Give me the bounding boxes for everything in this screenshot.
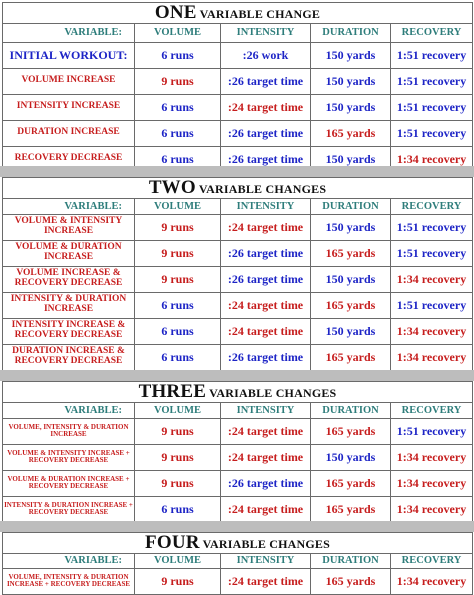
duration-cell: 150 yards — [311, 68, 391, 94]
header-variable: VARIABLE: — [3, 553, 135, 568]
recovery-cell: 1:34 recovery — [391, 568, 473, 594]
column-header-row — [3, 23, 473, 42]
header-volume: VOLUME — [135, 402, 221, 418]
table-row — [3, 68, 473, 94]
header-intensity: INTENSITY — [221, 402, 311, 418]
three-variable-table — [2, 381, 473, 523]
row-label: VOLUME, INTENSITY & DURATION INCREASE — [3, 418, 135, 444]
recovery-cell: 1:34 recovery — [391, 444, 473, 470]
header-variable: VARIABLE: — [3, 198, 135, 214]
header-duration: DURATION — [311, 198, 391, 214]
intensity-cell: :26 target time — [221, 68, 311, 94]
column-header-row — [3, 402, 473, 418]
recovery-cell: 1:51 recovery — [391, 120, 473, 146]
row-label: VOLUME & INTENSITY INCREASE + RECOVERY DECREASE — [3, 444, 135, 470]
header-recovery: RECOVERY — [391, 553, 473, 568]
table-row — [3, 94, 473, 120]
header-duration: DURATION — [311, 23, 391, 42]
volume-cell: 6 runs — [135, 344, 221, 370]
row-label: VOLUME & DURATION INCREASE + RECOVERY DECREASE — [3, 470, 135, 496]
duration-cell: 150 yards — [311, 318, 391, 344]
header-duration: DURATION — [311, 553, 391, 568]
recovery-cell: 1:51 recovery — [391, 94, 473, 120]
section-title-row — [3, 3, 473, 24]
column-header-row — [3, 198, 473, 214]
duration-cell: 165 yards — [311, 496, 391, 522]
duration-cell: 150 yards — [311, 214, 391, 240]
section-title — [3, 178, 473, 199]
table-row — [3, 418, 473, 444]
duration-cell: 165 yards — [311, 418, 391, 444]
recovery-cell: 1:34 recovery — [391, 318, 473, 344]
section-title-row — [3, 178, 473, 199]
volume-cell: 6 runs — [135, 42, 221, 68]
intensity-cell: :26 target time — [221, 470, 311, 496]
row-label: VOLUME & DURATION INCREASE — [3, 240, 135, 266]
header-recovery: RECOVERY — [391, 23, 473, 42]
table-row — [3, 496, 473, 522]
duration-cell: 150 yards — [311, 444, 391, 470]
volume-cell: 9 runs — [135, 568, 221, 594]
section-title-number: ONE — [154, 2, 197, 23]
volume-cell: 9 runs — [135, 470, 221, 496]
volume-cell: 6 runs — [135, 496, 221, 522]
intensity-cell: :24 target time — [221, 318, 311, 344]
intensity-cell: :26 target time — [221, 266, 311, 292]
volume-cell: 9 runs — [135, 214, 221, 240]
section-title-number: TWO — [148, 177, 196, 198]
header-recovery: RECOVERY — [391, 198, 473, 214]
table-row — [3, 568, 473, 594]
table-row — [3, 266, 473, 292]
table-row — [3, 120, 473, 146]
section-title-text: VARIABLE CHANGES — [202, 537, 330, 551]
duration-cell: 165 yards — [311, 240, 391, 266]
table-row — [3, 292, 473, 318]
row-label: VOLUME & INTENSITY INCREASE — [3, 214, 135, 240]
intensity-cell: :26 target time — [221, 120, 311, 146]
table-row — [3, 470, 473, 496]
duration-cell: 150 yards — [311, 94, 391, 120]
recovery-cell: 1:34 recovery — [391, 496, 473, 522]
recovery-cell: 1:34 recovery — [391, 146, 473, 172]
recovery-cell: 1:34 recovery — [391, 344, 473, 370]
table-row — [3, 318, 473, 344]
duration-cell: 150 yards — [311, 266, 391, 292]
header-intensity: INTENSITY — [221, 23, 311, 42]
section-title-number: FOUR — [145, 532, 200, 553]
row-label: VOLUME INCREASE — [3, 68, 135, 94]
header-volume: VOLUME — [135, 23, 221, 42]
recovery-cell: 1:34 recovery — [391, 470, 473, 496]
intensity-cell: :24 target time — [221, 94, 311, 120]
table-row — [3, 344, 473, 370]
table-row — [3, 42, 473, 68]
intensity-cell: :26 work — [221, 42, 311, 68]
duration-cell: 150 yards — [311, 42, 391, 68]
volume-cell: 9 runs — [135, 68, 221, 94]
duration-cell: 165 yards — [311, 120, 391, 146]
volume-cell: 9 runs — [135, 444, 221, 470]
header-variable: VARIABLE: — [3, 402, 135, 418]
intensity-cell: :24 target time — [221, 292, 311, 318]
row-label: INTENSITY INCREASE & RECOVERY DECREASE — [3, 318, 135, 344]
header-variable: VARIABLE: — [3, 23, 135, 42]
row-label: DURATION INCREASE — [3, 120, 135, 146]
volume-cell: 6 runs — [135, 318, 221, 344]
row-label: VOLUME INCREASE & RECOVERY DECREASE — [3, 266, 135, 292]
recovery-cell: 1:51 recovery — [391, 240, 473, 266]
header-intensity: INTENSITY — [221, 198, 311, 214]
recovery-cell: 1:51 recovery — [391, 42, 473, 68]
row-label: INTENSITY & DURATION INCREASE — [3, 292, 135, 318]
header-volume: VOLUME — [135, 553, 221, 568]
recovery-cell: 1:51 recovery — [391, 68, 473, 94]
section-title-text: VARIABLE CHANGE — [199, 7, 321, 21]
section-divider — [0, 370, 474, 381]
duration-cell: 165 yards — [311, 292, 391, 318]
intensity-cell: :24 target time — [221, 214, 311, 240]
duration-cell: 165 yards — [311, 470, 391, 496]
section-title-text: VARIABLE CHANGES — [209, 386, 337, 400]
volume-cell: 6 runs — [135, 120, 221, 146]
row-label: INTENSITY INCREASE — [3, 94, 135, 120]
header-intensity: INTENSITY — [221, 553, 311, 568]
section-title-text: VARIABLE CHANGES — [198, 182, 327, 196]
table-row — [3, 444, 473, 470]
intensity-cell: :24 target time — [221, 444, 311, 470]
intensity-cell: :24 target time — [221, 418, 311, 444]
row-label: RECOVERY DECREASE — [3, 146, 135, 172]
volume-cell: 6 runs — [135, 146, 221, 172]
volume-cell: 6 runs — [135, 292, 221, 318]
intensity-cell: :24 target time — [221, 496, 311, 522]
recovery-cell: 1:51 recovery — [391, 214, 473, 240]
duration-cell: 165 yards — [311, 568, 391, 594]
row-label: VOLUME, INTENSITY & DURATION INCREASE + RECOVERY DECREASE — [3, 568, 135, 594]
recovery-cell: 1:51 recovery — [391, 292, 473, 318]
volume-cell: 9 runs — [135, 266, 221, 292]
section-divider — [0, 521, 474, 532]
volume-cell: 9 runs — [135, 418, 221, 444]
section-title-number: THREE — [138, 381, 207, 402]
intensity-cell: :26 target time — [221, 344, 311, 370]
row-label: INTENSITY & DURATION INCREASE + RECOVERY DECREASE — [3, 496, 135, 522]
one-variable-table — [2, 2, 473, 173]
section-divider — [0, 166, 474, 177]
section-title-row — [3, 533, 473, 554]
intensity-cell: :24 target time — [221, 568, 311, 594]
intensity-cell: :26 target time — [221, 146, 311, 172]
two-variable-table — [2, 177, 473, 371]
column-header-row — [3, 553, 473, 568]
row-label: INITIAL WORKOUT: — [3, 42, 135, 68]
section-title — [3, 382, 473, 403]
section-title — [3, 3, 473, 24]
table-row — [3, 214, 473, 240]
section-title — [3, 533, 473, 554]
duration-cell: 165 yards — [311, 344, 391, 370]
recovery-cell: 1:34 recovery — [391, 266, 473, 292]
four-variable-table — [2, 532, 473, 595]
header-volume: VOLUME — [135, 198, 221, 214]
duration-cell: 150 yards — [311, 146, 391, 172]
row-label: DURATION INCREASE & RECOVERY DECREASE — [3, 344, 135, 370]
recovery-cell: 1:51 recovery — [391, 418, 473, 444]
section-title-row — [3, 382, 473, 403]
table-row — [3, 240, 473, 266]
intensity-cell: :26 target time — [221, 240, 311, 266]
header-recovery: RECOVERY — [391, 402, 473, 418]
volume-cell: 9 runs — [135, 240, 221, 266]
header-duration: DURATION — [311, 402, 391, 418]
volume-cell: 6 runs — [135, 94, 221, 120]
